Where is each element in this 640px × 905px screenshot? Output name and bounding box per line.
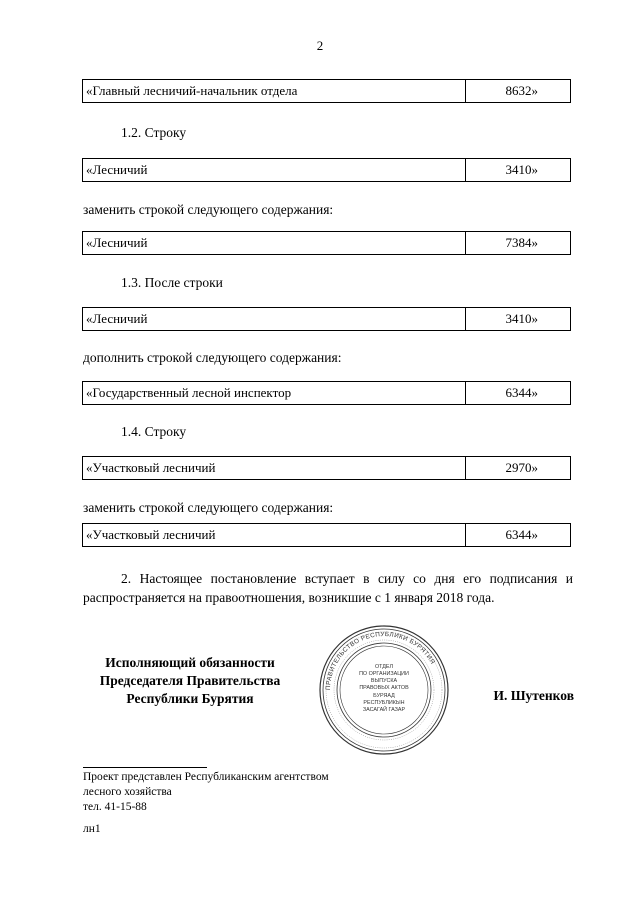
table-row <box>82 231 571 255</box>
paragraph-2: 2. Настоящее постановление вступает в силу со дня его подписания и распространяется на правоотношения, возникшие с 1 января 2018 года. <box>83 571 573 605</box>
position-name: «Лесничий <box>83 159 466 181</box>
position-value: 3410» <box>505 162 538 177</box>
stamp-line: ОТДЕЛ <box>374 664 394 670</box>
position-value: 6344» <box>505 527 538 542</box>
signatory-title-line3: Республики Бурятия <box>126 691 254 706</box>
page-number: 2 <box>316 38 324 53</box>
footer-phone: тел. 41-15-88 <box>83 801 147 813</box>
position-name: «Лесничий <box>83 232 466 254</box>
signatory-title-line2: Председателя Правительства <box>99 673 281 688</box>
stamp-line: ПО ОРГАНИЗАЦИИ <box>359 671 409 677</box>
position-name: «Лесничий <box>83 308 466 330</box>
item-1-4: 1.4. Строку <box>121 424 187 439</box>
replace-text: заменить строкой следующего содержания: <box>83 202 334 217</box>
position-value: 3410» <box>505 311 538 326</box>
table-row <box>82 523 571 547</box>
position-value: 7384» <box>505 235 538 250</box>
position-value: 8632» <box>505 83 538 98</box>
footer-line1: Проект представлен Республиканским агентством <box>83 771 329 783</box>
item-1-2: 1.2. Строку <box>121 125 187 140</box>
table-row <box>82 79 571 103</box>
official-stamp <box>318 624 450 756</box>
position-value: 2970» <box>505 460 538 475</box>
signatory-name: И. Шутенков <box>493 688 574 703</box>
stamp-line: РЕСПУБЛИКЫН <box>363 700 405 706</box>
position-name: «Участковый лесничий <box>83 457 466 479</box>
footer-line2: лесного хозяйства <box>83 786 172 798</box>
stamp-line: ЗАСАГАЙ ГАЗАР <box>362 707 406 713</box>
table-row <box>82 381 571 405</box>
position-value: 6344» <box>505 385 538 400</box>
signatory-title-line1: Исполняющий обязанности <box>105 655 275 670</box>
footer-code: лн1 <box>83 823 101 835</box>
position-name: «Участковый лесничий <box>83 524 466 546</box>
stamp-outer-text: ПРАВИТЕЛЬСТВО РЕСПУБЛИКИ БУРЯТИЯ <box>324 630 437 691</box>
table-row <box>82 456 571 480</box>
item-1-3: 1.3. После строки <box>121 275 223 290</box>
supplement-text: дополнить строкой следующего содержания: <box>83 350 342 365</box>
replace-text: заменить строкой следующего содержания: <box>83 500 334 515</box>
table-row <box>82 158 571 182</box>
stamp-line: БУРЯАД <box>373 693 395 699</box>
stamp-line: ПРАВОВЫХ АКТОВ <box>359 685 409 691</box>
table-row <box>82 307 571 331</box>
position-name: «Главный лесничий-начальник отдела <box>83 80 466 102</box>
stamp-line: ВЫПУСКА <box>370 678 398 684</box>
footer-divider <box>83 767 207 768</box>
position-name: «Государственный лесной инспектор <box>83 382 466 404</box>
